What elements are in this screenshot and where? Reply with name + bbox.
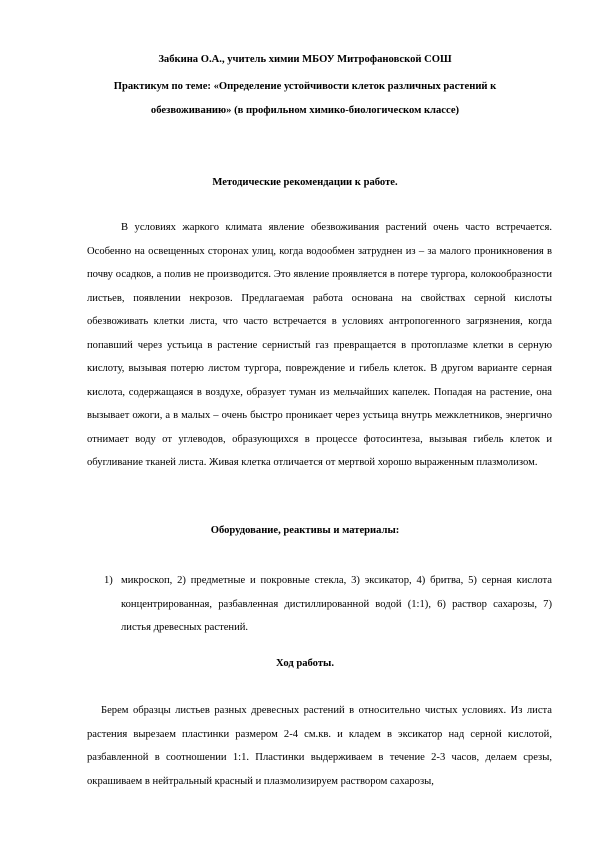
list-marker: 1): [104, 575, 113, 586]
title-line-1: Практикум по теме: «Определение устойчивости клеток различных растений к: [113, 81, 497, 92]
procedure-paragraph: Берем образцы листьев разных древесных растений в относительно чистых условиях. Из листа растения вырезаем пластинки размером 2-4 см.кв. и кладем в эксикатор над серной кислотой, разбавленной в соотношении 1:1. Пластинки выдерживаем в течение 2-3 часов, делаем срезы, окрашиваем в нейтральный красный и плазмолизируем раствором сахарозы,: [87, 705, 552, 787]
methodology-paragraph: В условиях жаркого климата явление обезвоживания растений очень часто встречается. Особенно на освещенных сторонах улиц, когда водообмен затруднен из – за малого проникновения в почву осадков, а полив не производится. Это явление проявляется в потере тургора, колокообразности листьев, появлении некрозов. Предлагаемая работа основана на свойствах серной кислоты обезвоживать клетки листа, что часто встречается в условиях антропогенного загрязнения, когда попавший через устьица в растение сернистый газ превращается в протоплазме клетки в серную кислоту, вызывая потерю листом тургора, повреждение и гибель клеток. В другом варианте серная кислота, содержащаяся в воздухе, образует туман из мельчайших капелек. Попадая на растение, она вызывает ожоги, а в малых – очень быстро проникает через устьица внутрь межклетников, энергично отнимает воду от углеводов, образующихся в процессе фотосинтеза, вызывая гибель клеток и обугливание тканей листа. Живая клетка отличается от мертвой хорошо выраженным плазмолизом.: [87, 222, 552, 468]
title-line-2: обезвоживанию» (в профильном химико-биологическом классе): [150, 105, 460, 116]
section-heading-methodology: Методические рекомендации к работе.: [212, 177, 398, 188]
equipment-list-item: микроскоп, 2) предметные и покровные стекла, 3) эксикатор, 4) бритва, 5) серная кислота концентрированная, разбавленная дистиллированной водой (1:1), 6) раствор сахарозы, 7) листья древесных растений.: [121, 575, 552, 633]
section-heading-equipment: Оборудование, реактивы и материалы:: [210, 525, 400, 536]
author-line: Забкина О.А., учитель химии МБОУ Митрофановской СОШ: [158, 54, 452, 65]
section-heading-procedure: Ход работы.: [276, 658, 334, 669]
